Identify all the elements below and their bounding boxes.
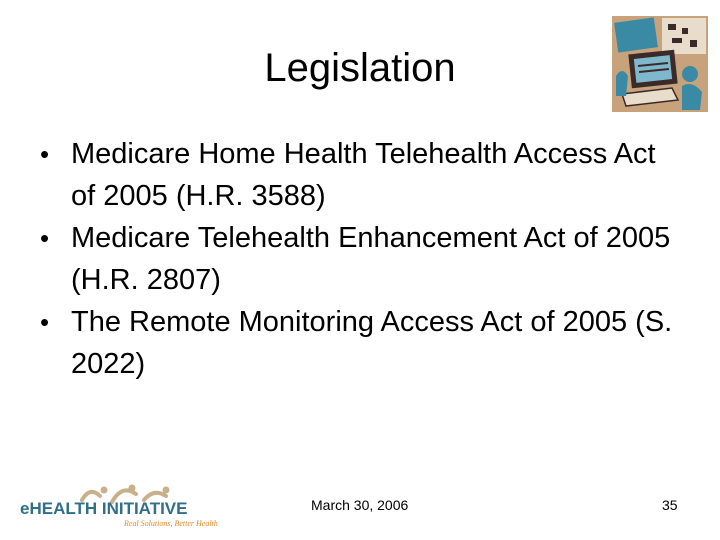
slide-title: Legislation xyxy=(264,46,456,90)
bullet-text: Medicare Telehealth Enhancement Act of 2005 (H.R. 2807) xyxy=(71,222,671,296)
bullet-item xyxy=(40,217,680,301)
bullet-text: The Remote Monitoring Access Act of 2005 (S. 2022) xyxy=(71,306,673,380)
bullet-text: Medicare Home Health Telehealth Access Act of 2005 (H.R. 3588) xyxy=(71,138,656,212)
bullet-symbol: • xyxy=(40,223,50,253)
page-number: 35 xyxy=(662,497,678,513)
bullet-item xyxy=(40,301,680,385)
ehealth-initiative-logo xyxy=(20,482,225,530)
computer-user-clipart-icon xyxy=(612,16,708,112)
logo-tagline: Real Solutions, Better Health xyxy=(124,519,218,528)
bullet-list xyxy=(40,133,680,385)
footer-date: March 30, 2006 xyxy=(311,497,409,513)
bullet-item xyxy=(40,133,680,217)
bullet-symbol: • xyxy=(40,307,50,337)
logo-wordmark: eHEALTH INITIATIVE xyxy=(20,499,188,518)
bullet-symbol: • xyxy=(40,139,50,169)
